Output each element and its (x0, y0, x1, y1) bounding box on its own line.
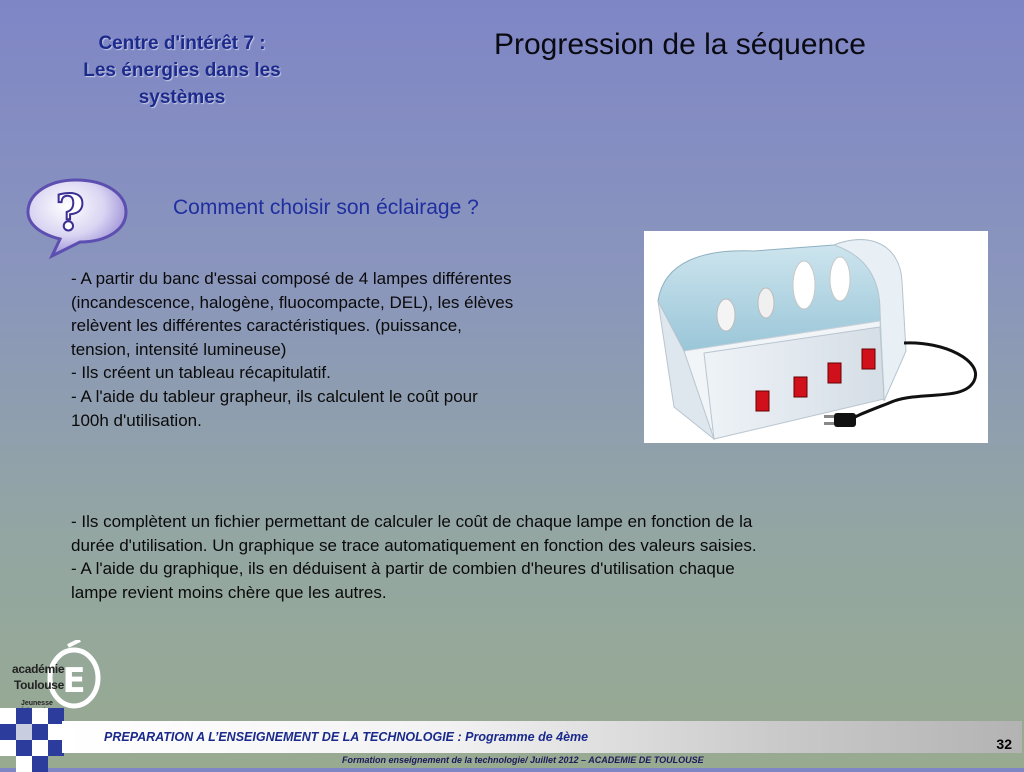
page-number: 32 (996, 736, 1012, 752)
checker-decoration (0, 708, 70, 768)
paragraph-2-line: lampe revient moins chère que les autres. (71, 582, 387, 602)
paragraph-1 (71, 267, 513, 432)
logo-line-2: Toulouse (14, 678, 65, 692)
paragraph-2-line: - A l'aide du graphique, ils en déduisent à partir de combien d'heures d'utilisation chaque (71, 559, 735, 579)
centre-interet-title (58, 30, 306, 111)
paragraph-1-line: relèvent les différentes caractéristiques. (puissance, (71, 316, 462, 336)
centre-interet-line-1: Centre d'intérêt 7 : (98, 33, 266, 54)
svg-text:E: E (62, 661, 86, 701)
lamp-test-bench-image (644, 231, 988, 443)
paragraph-1-line: (incandescence, halogène, fluocompacte, DEL), les élèves (71, 292, 514, 312)
question-text: Comment choisir son éclairage ? (173, 196, 479, 219)
centre-interet-line-3: systèmes (138, 87, 226, 108)
centre-interet-line-2: Les énergies dans les (83, 60, 281, 81)
paragraph-1-line: - A l'aide du tableur grapheur, ils calculent le coût pour (71, 386, 478, 406)
question-bubble-icon (22, 176, 130, 260)
paragraph-2 (71, 510, 757, 604)
paragraph-1-line: - Ils créent un tableau récapitulatif. (71, 363, 331, 383)
svg-text:?: ? (55, 183, 85, 242)
paragraph-1-line: 100h d'utilisation. (71, 410, 202, 430)
page-title: Progression de la séquence (494, 28, 866, 61)
paragraph-1-line: tension, intensité lumineuse) (71, 339, 287, 359)
footer-title: PREPARATION A L’ENSEIGNEMENT DE LA TECHNOLOGIE : Programme de 4ème (104, 730, 589, 744)
formation-credit: Formation enseignement de la technologie/ Juillet 2012 – ACADEMIE DE TOULOUSE (342, 755, 704, 765)
logo-line-1: académie (12, 662, 65, 676)
logo-line-3a: Jeunesse (20, 700, 53, 707)
paragraph-1-line: - A partir du banc d'essai composé de 4 lampes différentes (71, 269, 512, 288)
paragraph-2-line: durée d'utilisation. Un graphique se trace automatiquement en fonction des valeurs saisies. (71, 535, 757, 555)
paragraph-2-line: - Ils complètent un fichier permettant de calculer le coût de chaque lampe en fonction de la (71, 512, 753, 531)
